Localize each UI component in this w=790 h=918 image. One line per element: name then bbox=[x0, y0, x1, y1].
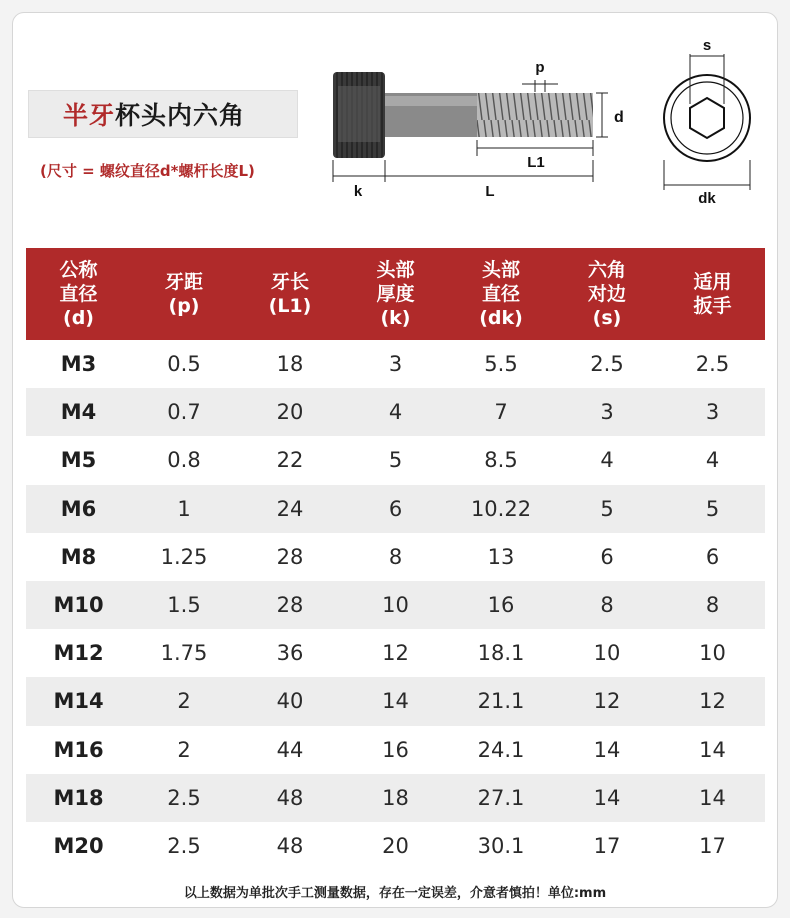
value-cell: 5 bbox=[388, 448, 403, 473]
value-cell: 2.5 bbox=[695, 352, 730, 377]
value-cell: 44 bbox=[276, 737, 304, 762]
column-header-line: (k) bbox=[380, 307, 411, 329]
value-cell: 24.1 bbox=[477, 737, 525, 762]
value-cell: 18 bbox=[276, 352, 304, 377]
column-header-line: (p) bbox=[168, 295, 200, 317]
column-header-line: 公称 bbox=[59, 259, 98, 281]
table-header-row bbox=[26, 248, 765, 340]
value-cell: 14 bbox=[554, 774, 660, 822]
value-cell: 5 bbox=[554, 485, 660, 533]
value-cell: 3 bbox=[554, 388, 660, 436]
column-header-line: 直径 bbox=[59, 283, 98, 305]
value-cell: 8 bbox=[388, 544, 403, 569]
value-cell: 10 bbox=[343, 581, 448, 629]
size-cell: M6 bbox=[26, 485, 131, 533]
value-cell: 14 bbox=[660, 774, 765, 822]
column-header-line: 对边 bbox=[587, 283, 626, 305]
column-header-line: 厚度 bbox=[376, 283, 415, 305]
value-cell: 0.5 bbox=[167, 352, 201, 377]
value-cell: 2.5 bbox=[131, 774, 237, 822]
value-cell: 28 bbox=[276, 544, 304, 569]
value-cell: 48 bbox=[276, 833, 304, 858]
value-cell: 0.8 bbox=[167, 448, 201, 473]
screw-thread bbox=[477, 93, 593, 137]
size-cell: M10 bbox=[26, 581, 131, 629]
label-dk: dk bbox=[698, 190, 716, 207]
label-l: L bbox=[485, 183, 495, 200]
value-cell: 10.22 bbox=[448, 485, 554, 533]
value-cell: 4 bbox=[705, 448, 720, 473]
hex-socket bbox=[690, 98, 724, 138]
value-cell: 1.5 bbox=[131, 581, 237, 629]
column-header bbox=[26, 248, 131, 340]
column-header bbox=[237, 248, 343, 340]
value-cell: 20 bbox=[237, 388, 343, 436]
value-cell: 36 bbox=[276, 641, 304, 666]
value-cell: 12 bbox=[554, 677, 660, 725]
size-cell: M14 bbox=[26, 677, 131, 725]
table-row bbox=[26, 388, 765, 436]
value-cell: 17 bbox=[699, 833, 726, 858]
value-cell: 17 bbox=[593, 833, 621, 858]
value-cell: 16 bbox=[382, 737, 409, 762]
value-cell: 21.1 bbox=[448, 677, 554, 725]
value-cell: 8.5 bbox=[484, 448, 518, 473]
value-cell: 2 bbox=[177, 737, 191, 762]
value-cell: 7 bbox=[448, 388, 554, 436]
column-header-line: 头部 bbox=[481, 259, 520, 281]
value-cell: 30.1 bbox=[477, 833, 525, 858]
title-highlight: 半牙 bbox=[63, 101, 116, 130]
label-p: p bbox=[535, 59, 545, 76]
column-header bbox=[554, 248, 660, 340]
column-header-line: 扳手 bbox=[693, 295, 732, 317]
label-l1: L1 bbox=[527, 154, 545, 171]
size-cell: M18 bbox=[26, 774, 131, 822]
value-cell: 14 bbox=[699, 737, 726, 762]
value-cell: 20 bbox=[382, 833, 409, 858]
column-header-line: 牙长 bbox=[270, 271, 309, 293]
value-cell: 12 bbox=[660, 677, 765, 725]
size-cell: M5 bbox=[60, 448, 97, 473]
value-cell: 16 bbox=[448, 581, 554, 629]
value-cell: 6 bbox=[343, 485, 448, 533]
size-cell: M20 bbox=[53, 833, 104, 858]
value-cell: 27.1 bbox=[448, 774, 554, 822]
table-row bbox=[26, 581, 765, 629]
value-cell: 3 bbox=[660, 388, 765, 436]
value-cell: 8 bbox=[660, 581, 765, 629]
size-cell: M8 bbox=[60, 544, 97, 569]
table-row bbox=[26, 436, 765, 484]
size-cell: M16 bbox=[53, 737, 104, 762]
column-header-line: (s) bbox=[592, 307, 622, 329]
label-k: k bbox=[353, 183, 363, 200]
column-header-line: 头部 bbox=[376, 259, 415, 281]
value-cell: 48 bbox=[237, 774, 343, 822]
value-cell: 10 bbox=[593, 641, 621, 666]
value-cell: 5.5 bbox=[484, 352, 518, 377]
value-cell: 4 bbox=[600, 448, 614, 473]
table-row bbox=[26, 533, 765, 581]
column-header-line: 六角 bbox=[587, 259, 626, 281]
measurement-note: 以上数据为单批次手工测量数据，存在一定误差，介意者慎拍！单位:mm bbox=[183, 886, 607, 901]
column-header bbox=[660, 248, 765, 340]
value-cell: 12 bbox=[382, 641, 409, 666]
value-cell: 8 bbox=[554, 581, 660, 629]
label-d: d bbox=[614, 109, 624, 126]
column-header-line: (L1) bbox=[268, 295, 312, 317]
table-row bbox=[26, 629, 765, 677]
value-cell: 2 bbox=[131, 677, 237, 725]
table-row bbox=[26, 822, 765, 870]
column-header-line: 牙距 bbox=[164, 271, 203, 293]
column-header bbox=[343, 248, 448, 340]
size-cell: M4 bbox=[26, 388, 131, 436]
value-cell: 2.5 bbox=[167, 833, 201, 858]
title-text: 杯头内六角 bbox=[115, 101, 246, 130]
column-header-line: 适用 bbox=[693, 271, 732, 293]
column-header-line: (dk) bbox=[479, 307, 523, 329]
value-cell: 3 bbox=[388, 352, 403, 377]
value-cell: 0.7 bbox=[131, 388, 237, 436]
label-s: s bbox=[702, 37, 712, 54]
table-row bbox=[26, 677, 765, 725]
value-cell: 28 bbox=[237, 581, 343, 629]
screw-dimension-diagram bbox=[0, 0, 790, 240]
value-cell: 5 bbox=[660, 485, 765, 533]
size-cell: M12 bbox=[53, 641, 104, 666]
value-cell: 22 bbox=[276, 448, 304, 473]
value-cell: 1.25 bbox=[160, 544, 208, 569]
value-cell: 2.5 bbox=[590, 352, 624, 377]
column-header-line: (d) bbox=[63, 307, 94, 329]
value-cell: 18 bbox=[343, 774, 448, 822]
column-header-line: 直径 bbox=[481, 283, 520, 305]
value-cell: 18.1 bbox=[477, 641, 525, 666]
value-cell: 10 bbox=[699, 641, 726, 666]
value-cell: 6 bbox=[705, 544, 720, 569]
value-cell: 13 bbox=[487, 544, 515, 569]
value-cell: 1.75 bbox=[160, 641, 208, 666]
value-cell: 1 bbox=[131, 485, 237, 533]
table-row bbox=[26, 774, 765, 822]
value-cell: 40 bbox=[237, 677, 343, 725]
table-row bbox=[26, 726, 765, 774]
value-cell: 24 bbox=[237, 485, 343, 533]
screw-head-shading bbox=[338, 86, 380, 142]
table-row bbox=[26, 340, 765, 388]
size-formula-note: (尺寸 = 螺纹直径d*螺杆长度L) bbox=[40, 162, 255, 180]
spec-table bbox=[26, 248, 765, 870]
value-cell: 14 bbox=[593, 737, 621, 762]
value-cell: 6 bbox=[600, 544, 614, 569]
value-cell: 14 bbox=[343, 677, 448, 725]
column-header bbox=[448, 248, 554, 340]
column-header bbox=[131, 248, 237, 340]
value-cell: 4 bbox=[343, 388, 448, 436]
table-row bbox=[26, 485, 765, 533]
size-cell: M3 bbox=[60, 352, 97, 377]
